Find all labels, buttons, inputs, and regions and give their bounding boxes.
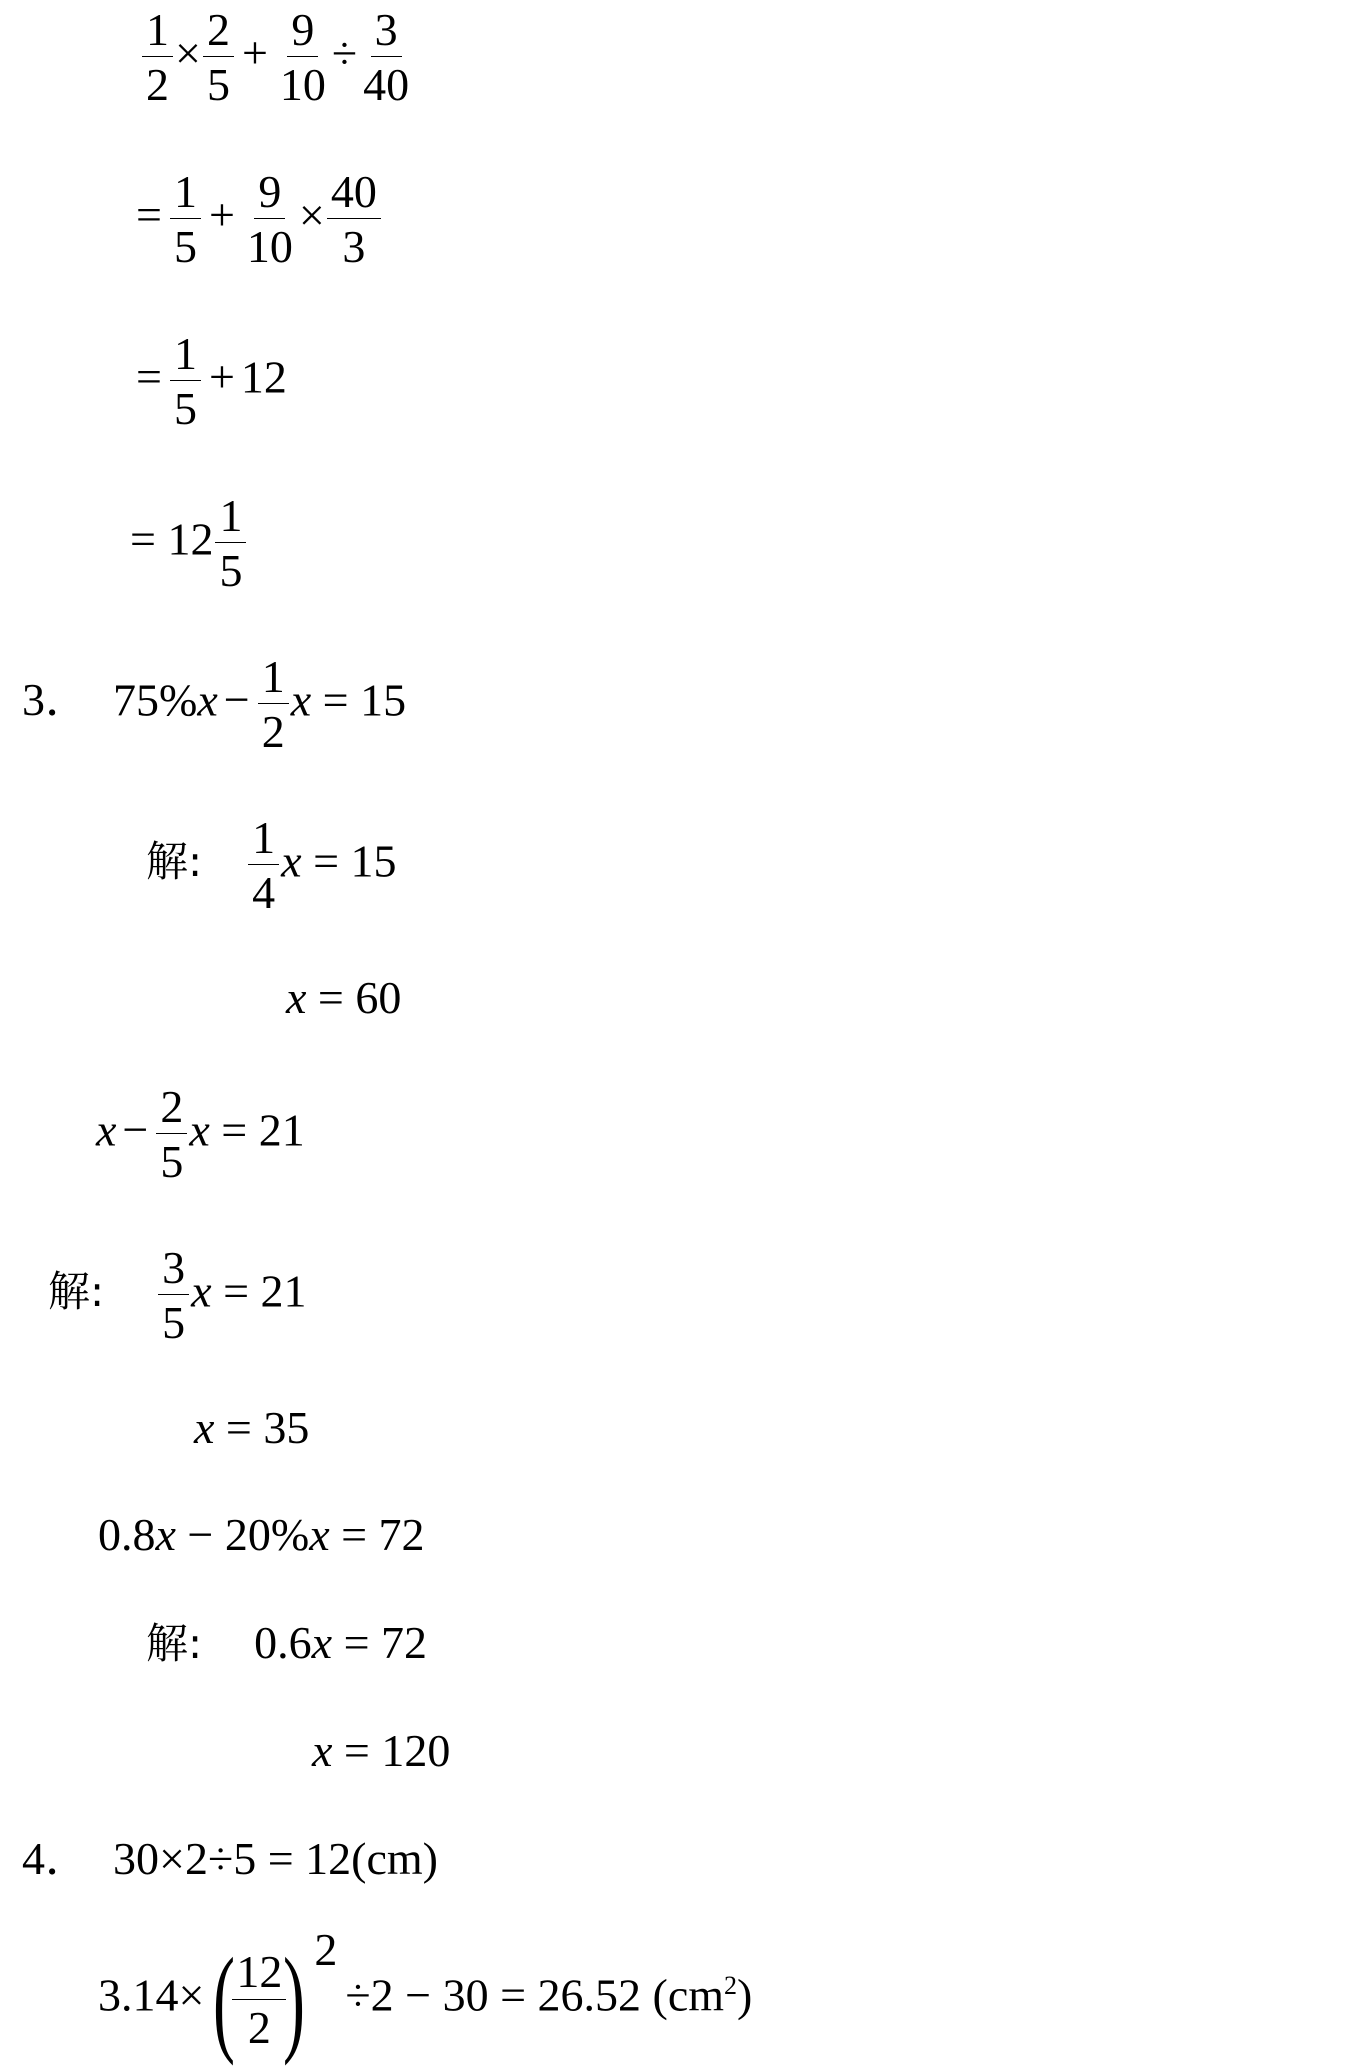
question-3-equation-2: x − $\frac{2}{5}$ x = 21: [96, 1081, 305, 1188]
question-number: 4．: [22, 1833, 91, 1884]
question-3-solution-1-step-1: 解: $\frac{1}{4}$ x = 15: [146, 812, 397, 919]
fraction: $\frac{1}{5}$: [215, 492, 246, 596]
solution-label: 解:: [48, 1267, 105, 1317]
fraction: $\frac{3}{40}$: [363, 4, 410, 111]
question-3-equation-3: 0.8x − 20%x = 72: [98, 1509, 425, 1560]
fraction: $\frac{12}{2}$: [232, 1948, 286, 2052]
fraction: $\frac{40}{3}$: [327, 168, 381, 272]
question-3-solution-3-step-2: x = 120: [312, 1725, 451, 1776]
expression-line-3: = $\frac{1}{5}$ + 12: [136, 328, 287, 435]
solution-label: 解:: [146, 1619, 203, 1668]
expression-line-2: = $\frac{1}{5}$ + $\frac{9}{10}$ × $\frac{40}{3}$: [130, 168, 383, 272]
fraction: $\frac{1}{2}$: [142, 6, 173, 110]
fraction: $\frac{1}{5}$: [170, 330, 201, 434]
question-4-line-2: 3.14×( $\frac{12}{2}$ ) 2÷2 − 30 = 26.52 $(cm^2)$: [98, 1923, 753, 2066]
fraction: $\frac{1}{2}$: [258, 653, 289, 757]
question-3-solution-1-step-2: x = 60: [286, 972, 402, 1023]
fraction: $\frac{1}{5}$: [170, 168, 201, 272]
question-number: 3．: [22, 674, 91, 726]
solution-label: 解:: [146, 837, 203, 887]
question-4-line-1: 4． 30×2÷5 = 12(cm): [22, 1833, 438, 1884]
exponent: 2: [314, 1923, 338, 1975]
fraction: $\frac{9}{10}$: [279, 4, 326, 111]
fraction: $\frac{2}{5}$: [156, 1083, 187, 1187]
fraction: $\frac{1}{4}$: [248, 814, 279, 918]
left-paren: (: [213, 1933, 236, 2066]
right-paren: ): [283, 1933, 306, 2066]
expression-line-4: = 12 $\frac{1}{5}$: [130, 492, 248, 596]
expression-line-1: $\frac{1}{2}$ × $\frac{2}{5}$ + $\frac{9}{10}$ ÷ $\frac{3}{40}$: [140, 6, 415, 110]
question-3-solution-2-step-2: x = 35: [194, 1402, 310, 1453]
question-3-solution-2-step-1: 解: $\frac{3}{5}$ x = 21: [48, 1242, 307, 1349]
fraction: $\frac{2}{5}$: [203, 6, 234, 110]
question-3-solution-3-step-1: 解: 0.6x = 72: [146, 1617, 428, 1668]
question-3-equation-1: 3． 75%x − $\frac{1}{2}$ x = 15: [22, 651, 407, 758]
fraction: $\frac{3}{5}$: [158, 1244, 189, 1348]
fraction: $\frac{9}{10}$: [246, 166, 293, 273]
